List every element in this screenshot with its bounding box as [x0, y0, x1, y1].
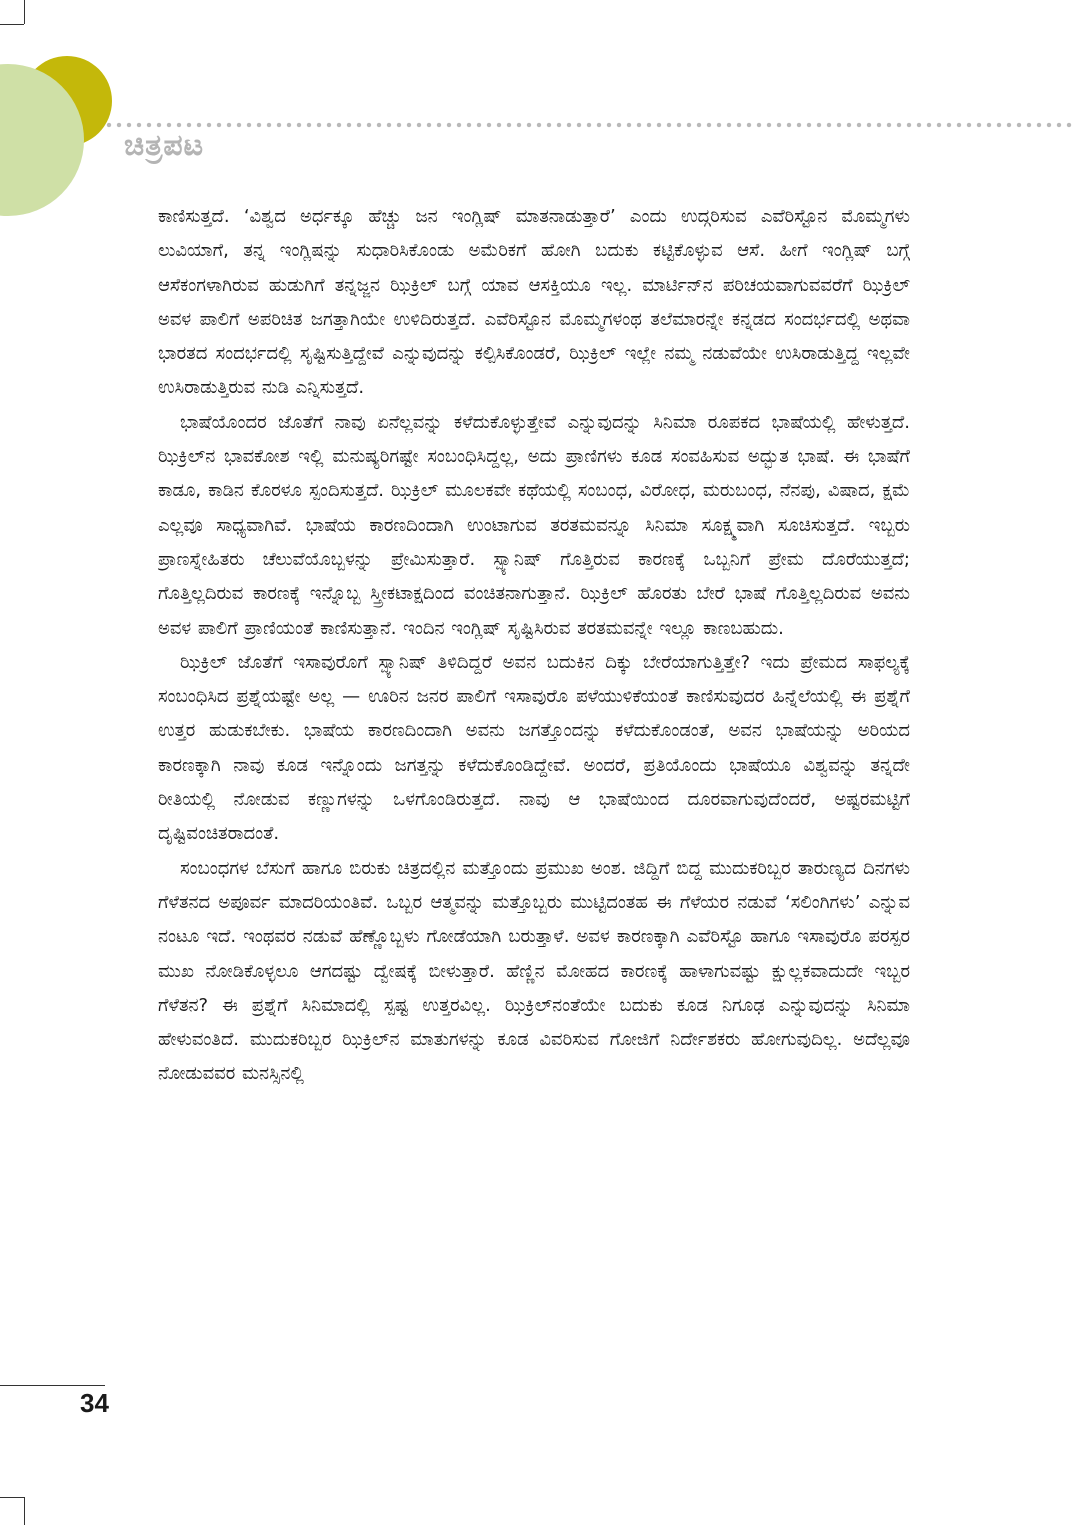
section-title: ಚಿತ್ರಪಟ	[124, 128, 205, 163]
crop-mark-bottom-horizontal	[0, 1497, 24, 1498]
paragraph: ಭಾಷೆಯೊಂದರ ಜೊತೆಗೆ ನಾವು ಏನೆಲ್ಲವನ್ನು ಕಳೆದುಕೊಳ್ಳುತ್ತೇವೆ ಎನ್ನುವುದನ್ನು ಸಿನಿಮಾ ರೂಪಕದ ಭಾಷೆಯಲ್ಲಿ ಹೇಳುತ್ತದೆ. ಝಿಕ್ರಿಲ್‌ನ ಭಾವಕೋಶ ಇಲ್ಲಿ ಮನುಷ್ಯರಿಗಷ್ಟೇ ಸಂಬಂಧಿಸಿದ್ದಲ್ಲ, ಅದು ಪ್ರಾಣಿಗಳು ಕೂಡ ಸಂವಹಿಸುವ ಅದ್ಭುತ ಭಾಷೆ. ಈ ಭಾಷೆಗೆ ಕಾಡೂ, ಕಾಡಿನ ಕೊರಳೂ ಸ್ಪಂದಿಸುತ್ತದೆ. ಝಿಕ್ರಿಲ್ ಮೂಲಕವೇ ಕಥೆಯಲ್ಲಿ ಸಂಬಂಧ, ವಿರೋಧ, ಮರುಬಂಧ, ನೆನಪು, ವಿಷಾದ, ಕ್ಷಮೆ ಎಲ್ಲವೂ ಸಾಧ್ಯವಾಗಿವೆ. ಭಾಷೆಯ ಕಾರಣದಿಂದಾಗಿ ಉಂಟಾಗುವ ತರತಮವನ್ನೂ ಸಿನಿಮಾ ಸೂಕ್ಷ್ಮವಾಗಿ ಸೂಚಿಸುತ್ತದೆ. ಇಬ್ಬರು ಪ್ರಾಣಸ್ನೇಹಿತರು ಚೆಲುವೆಯೊಬ್ಬಳನ್ನು ಪ್ರೇಮಿಸುತ್ತಾರೆ. ಸ್ಪ್ಯಾನಿಷ್ ಗೊತ್ತಿರುವ ಕಾರಣಕ್ಕೆ ಒಬ್ಬನಿಗೆ ಪ್ರೇಮ ದೊರೆಯುತ್ತದೆ; ಗೊತ್ತಿಲ್ಲದಿರುವ ಕಾರಣಕ್ಕೆ ಇನ್ನೊಬ್ಬ ಸ್ತ್ರೀಕಟಾಕ್ಷದಿಂದ ವಂಚಿತನಾಗುತ್ತಾನೆ. ಝಿಕ್ರಿಲ್ ಹೊರತು ಬೇರೆ ಭಾಷೆ ಗೊತ್ತಿಲ್ಲದಿರುವ ಅವನು ಅವಳ ಪಾಲಿಗೆ ಪ್ರಾಣಿಯಂತೆ ಕಾಣಿಸುತ್ತಾನೆ. ಇಂದಿನ ಇಂಗ್ಲಿಷ್ ಸೃಷ್ಟಿಸಿರುವ ತರತಮವನ್ನೇ ಇಲ್ಲೂ ಕಾಣಬಹುದು.	[158, 411, 910, 639]
crop-mark-bottom-vertical	[24, 1497, 25, 1525]
paragraph: ಝಿಕ್ರಿಲ್ ಜೊತೆಗೆ ಇಸಾವುರೊಗೆ ಸ್ಪ್ಯಾನಿಷ್ ತಿಳಿದಿದ್ದರೆ ಅವನ ಬದುಕಿನ ದಿಕ್ಕು ಬೇರೆಯಾಗುತ್ತಿತ್ತೇ? ಇದು ಪ್ರೇಮದ ಸಾಫಲ್ಯಕ್ಕೆ ಸಂಬಂಧಿಸಿದ ಪ್ರಶ್ನೆಯಷ್ಟೇ ಅಲ್ಲ — ಊರಿನ ಜನರ ಪಾಲಿಗೆ ಇಸಾವುರೊ ಪಳೆಯುಳಿಕೆಯಂತೆ ಕಾಣಿಸುವುದರ ಹಿನ್ನೆಲೆಯಲ್ಲಿ ಈ ಪ್ರಶ್ನೆಗೆ ಉತ್ತರ ಹುಡುಕಬೇಕು. ಭಾಷೆಯ ಕಾರಣದಿಂದಾಗಿ ಅವನು ಜಗತ್ತೊಂದನ್ನು ಕಳೆದುಕೊಂಡಂತೆ, ಅವನ ಭಾಷೆಯನ್ನು ಅರಿಯದ ಕಾರಣಕ್ಕಾಗಿ ನಾವು ಕೂಡ ಇನ್ನೊಂದು ಜಗತ್ತನ್ನು ಕಳೆದುಕೊಂಡಿದ್ದೇವೆ. ಅಂದರೆ, ಪ್ರತಿಯೊಂದು ಭಾಷೆಯೂ ವಿಶ್ವವನ್ನು ತನ್ನದೇ ರೀತಿಯಲ್ಲಿ ನೋಡುವ ಕಣ್ಣುಗಳನ್ನು ಒಳಗೊಂಡಿರುತ್ತದೆ. ನಾವು ಆ ಭಾಷೆಯಿಂದ ದೂರವಾಗುವುದೆಂದರೆ, ಅಷ್ಟರಮಟ್ಟಿಗೆ ದೃಷ್ಟಿವಂಚಿತರಾದಂತೆ.	[158, 651, 910, 845]
crop-mark-top-horizontal	[0, 24, 24, 25]
article-body	[158, 200, 910, 1395]
crop-mark-top-vertical	[24, 0, 25, 24]
page-number-rule	[0, 1385, 105, 1386]
paragraph: ಸಂಬಂಧಗಳ ಬೆಸುಗೆ ಹಾಗೂ ಬಿರುಕು ಚಿತ್ರದಲ್ಲಿನ ಮತ್ತೊಂದು ಪ್ರಮುಖ ಅಂಶ. ಜಿದ್ದಿಗೆ ಬಿದ್ದ ಮುದುಕರಿಬ್ಬರ ತಾರುಣ್ಯದ ದಿನಗಳು ಗೆಳೆತನದ ಅಪೂರ್ವ ಮಾದರಿಯಂತಿವೆ. ಒಬ್ಬರ ಆತ್ಮವನ್ನು ಮತ್ತೊಬ್ಬರು ಮುಟ್ಟಿದಂತಹ ಈ ಗೆಳೆಯರ ನಡುವೆ ‘ಸಲಿಂಗಿಗಳು’ ಎನ್ನುವ ನಂಟೂ ಇದೆ. ಇಂಥವರ ನಡುವೆ ಹೆಣ್ಣೊಬ್ಬಳು ಗೋಡೆಯಾಗಿ ಬರುತ್ತಾಳೆ. ಅವಳ ಕಾರಣಕ್ಕಾಗಿ ಎವೆರಿಸ್ಟೊ ಹಾಗೂ ಇಸಾವುರೊ ಪರಸ್ಪರ ಮುಖ ನೋಡಿಕೊಳ್ಳಲೂ ಆಗದಷ್ಟು ದ್ವೇಷಕ್ಕೆ ಬೀಳುತ್ತಾರೆ. ಹೆಣ್ಣಿನ ಮೋಹದ ಕಾರಣಕ್ಕೆ ಹಾಳಾಗುವಷ್ಟು ಕ್ಷುಲ್ಲಕವಾದುದೇ ಇಬ್ಬರ ಗೆಳೆತನ? ಈ ಪ್ರಶ್ನೆಗೆ ಸಿನಿಮಾದಲ್ಲಿ ಸ್ಪಷ್ಟ ಉತ್ತರವಿಲ್ಲ. ಝಿಕ್ರಿಲ್‌ನಂತೆಯೇ ಬದುಕು ಕೂಡ ನಿಗೂಢ ಎನ್ನುವುದನ್ನು ಸಿನಿಮಾ ಹೇಳುವಂತಿದೆ. ಮುದುಕರಿಬ್ಬರ ಝಿಕ್ರಿಲ್‌ನ ಮಾತುಗಳನ್ನು ಕೂಡ ವಿವರಿಸುವ ಗೋಜಿಗೆ ನಿರ್ದೇಶಕರು ಹೋಗುವುದಿಲ್ಲ. ಅದೆಲ್ಲವೂ ನೋಡುವವರ ಮನಸ್ಸಿನಲ್ಲಿ	[158, 857, 910, 1085]
dotted-rule	[104, 122, 1072, 128]
paragraph: ಕಾಣಿಸುತ್ತದೆ. ‘ವಿಶ್ವದ ಅರ್ಧಕ್ಕೂ ಹೆಚ್ಚು ಜನ ಇಂಗ್ಲಿಷ್ ಮಾತನಾಡುತ್ತಾರೆ’ ಎಂದು ಉದ್ಗರಿಸುವ ಎವೆರಿಸ್ಟೊನ ಮೊಮ್ಮಗಳು ಲುವಿಯಾಗೆ, ತನ್ನ ಇಂಗ್ಲಿಷನ್ನು ಸುಧಾರಿಸಿಕೊಂಡು ಅಮೆರಿಕಗೆ ಹೋಗಿ ಬದುಕು ಕಟ್ಟಿಕೊಳ್ಳುವ ಆಸೆ. ಹೀಗೆ ಇಂಗ್ಲಿಷ್ ಬಗ್ಗೆ ಆಸೆಕಂಗಳಾಗಿರುವ ಹುಡುಗಿಗೆ ತನ್ನಜ್ಜನ ಝಿಕ್ರಿಲ್ ಬಗ್ಗೆ ಯಾವ ಆಸಕ್ತಿಯೂ ಇಲ್ಲ. ಮಾರ್ಟಿನ್‌ನ ಪರಿಚಯವಾಗುವವರೆಗೆ ಝಿಕ್ರಿಲ್ ಅವಳ ಪಾಲಿಗೆ ಅಪರಿಚಿತ ಜಗತ್ತಾಗಿಯೇ ಉಳಿದಿರುತ್ತದೆ. ಎವೆರಿಸ್ಟೊನ ಮೊಮ್ಮಗಳಂಥ ತಲೆಮಾರನ್ನೇ ಕನ್ನಡದ ಸಂದರ್ಭದಲ್ಲಿ ಅಥವಾ ಭಾರತದ ಸಂದರ್ಭದಲ್ಲಿ ಸೃಷ್ಟಿಸುತ್ತಿದ್ದೇವೆ ಎನ್ನುವುದನ್ನು ಕಲ್ಪಿಸಿಕೊಂಡರೆ, ಝಿಕ್ರಿಲ್ ಇಲ್ಲೇ ನಮ್ಮ ನಡುವೆಯೇ ಉಸಿರಾಡುತ್ತಿದ್ದ ಇಲ್ಲವೇ ಉಸಿರಾಡುತ್ತಿರುವ ನುಡಿ ಎನ್ನಿಸುತ್ತದೆ.	[158, 206, 910, 399]
page-number: 34	[80, 1388, 109, 1418]
